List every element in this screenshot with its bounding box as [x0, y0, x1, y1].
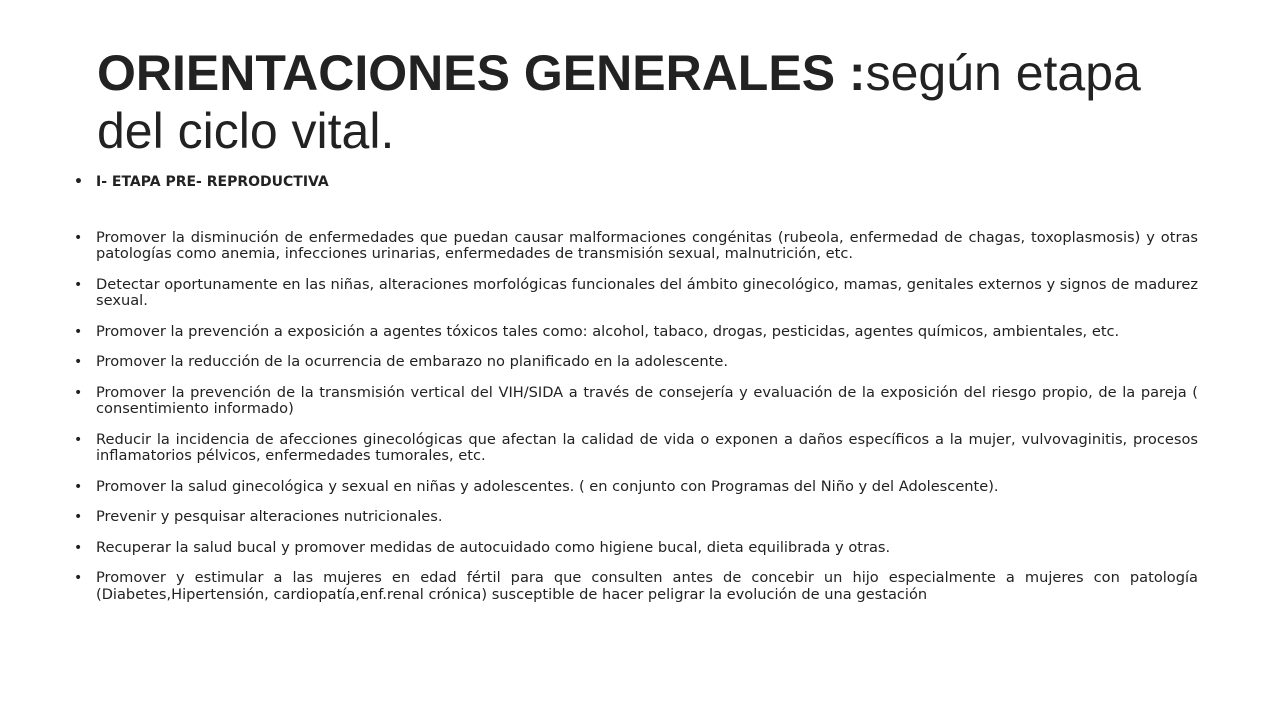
bullet-item: • Promover la reducción de la ocurrencia de embarazo no planificado en la adolescente. [96, 354, 1198, 371]
bullet-item: • Promover la prevención de la transmisión vertical del VIH/SIDA a través de consejería y evaluación de la exposición del riesgo propio, de la pareja ( consentimiento informado) [96, 385, 1198, 418]
bullet-item: • Promover y estimular a las mujeres en edad fértil para que consulten antes de concebir un hijo especialmente a mujeres con patología (Diabetes,Hipertensión, cardiopatía,enf.renal crónica) susceptible de hacer peligrar la evolución de una gestación [96, 570, 1198, 603]
slide-title-normal: según etapa del ciclo vital. [97, 45, 1141, 159]
section-heading: • I- ETAPA PRE- REPRODUCTIVA [96, 174, 1198, 191]
slide-title [97, 44, 1197, 160]
bullet-item: • Detectar oportunamente en las niñas, alteraciones morfológicas funcionales del ámbito ginecológico, mamas, genitales externos y signos de madurez sexual. [96, 277, 1198, 310]
bullet-item: • Recuperar la salud bucal y promover medidas de autocuidado como higiene bucal, dieta equilibrada y otras. [96, 540, 1198, 557]
bullet-item: • Promover la prevención a exposición a agentes tóxicos tales como: alcohol, tabaco, drogas, pesticidas, agentes químicos, ambientales, etc. [96, 324, 1198, 341]
bullet-item: • Promover la salud ginecológica y sexual en niñas y adolescentes. ( en conjunto con Programas del Niño y del Adolescente). [96, 479, 1198, 496]
bullet-item: • Reducir la incidencia de afecciones ginecológicas que afectan la calidad de vida o exponen a daños específicos a la mujer, vulvovaginitis, procesos inflamatorios pélvicos, enfermedades tumorales, etc. [96, 432, 1198, 465]
slide-title-bold: ORIENTACIONES GENERALES : [97, 45, 866, 101]
bullet-item: • Promover la disminución de enfermedades que puedan causar malformaciones congénitas (rubeola, enfermedad de chagas, toxoplasmosis) y otras patologías como anemia, infecciones urinarias, enfermedades de transmisión sexual, malnutrición, etc. [96, 230, 1198, 263]
slide-content [96, 174, 1198, 603]
bullet-item: • Prevenir y pesquisar alteraciones nutricionales. [96, 509, 1198, 526]
